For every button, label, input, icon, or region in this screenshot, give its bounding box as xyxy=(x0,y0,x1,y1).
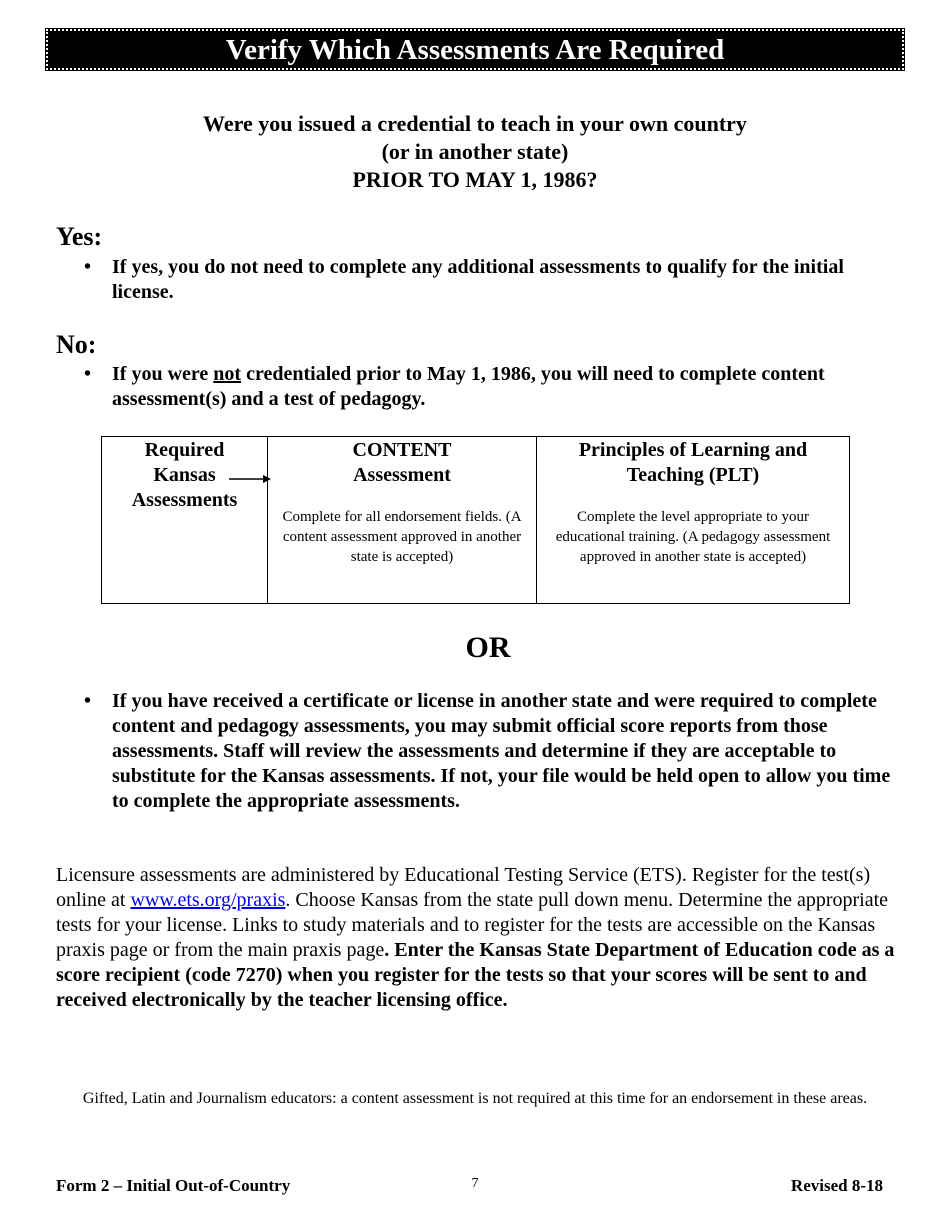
page-number: 7 xyxy=(471,1176,479,1191)
no-bullet-text xyxy=(112,362,892,412)
no-bullet-underlined: not xyxy=(213,363,242,385)
paragraph-bold: . Enter the Kansas State Department of Education code as a score recipient (code 7270) when you register for the tests so that your scores will be sent to and received electronically by the teacher licensing office. xyxy=(56,939,895,1011)
content-description: Complete for all endorsement fields. (A content assessment approved in another state is accepted) xyxy=(282,509,522,565)
required-line-2: Kansas xyxy=(153,464,216,486)
no-bullet-post: credentialed prior to May 1, 1986, you will need to complete content assessment(s) and a test of pedagogy. xyxy=(112,363,825,410)
required-line-3: Assessments xyxy=(131,489,238,511)
endorsement-note: Gifted, Latin and Journalism educators: a content assessment is not required at this time for an endorsement in these areas. xyxy=(82,1090,868,1107)
content-assessment-cell xyxy=(268,437,537,604)
other-state-bullet-text: If you have received a certificate or license in another state and were required to complete content and pedagogy assessments, you may submit official score reports from those assessments. Staff will review the assessments and determine if they are acceptable to substitute for the Kansas assessments. If not, your file would be held open to allow you time to complete the appropriate assessments. xyxy=(112,690,891,812)
paragraph-part-2: . Choose Kansas from the state pull down menu. Determine the appropriate tests for your license. Links to study materials and to register for the tests are accessible on the Kansas praxis page or from the main praxis page xyxy=(56,889,889,961)
assessments-table xyxy=(101,436,850,604)
required-assessments-cell xyxy=(102,437,268,604)
paragraph-part-1: Licensure assessments are administered by Educational Testing Service (ETS). Register for the test(s) online at xyxy=(56,864,871,911)
yes-heading: Yes: xyxy=(56,222,103,251)
question-line-2: (or in another state) xyxy=(381,139,569,164)
required-line-1: Required xyxy=(144,439,225,461)
no-bullet-pre: If you were xyxy=(112,363,214,385)
no-heading: No: xyxy=(56,330,97,359)
content-head-2: Assessment xyxy=(353,464,451,486)
yes-bullet xyxy=(84,255,894,307)
footer-form-name: Form 2 – Initial Out-of-Country xyxy=(56,1176,291,1195)
question-line-3: PRIOR TO MAY 1, 1986? xyxy=(352,167,598,192)
no-bullet xyxy=(84,362,894,414)
banner-title: Verify Which Assessments Are Required xyxy=(225,34,725,66)
yes-bullet-text: If yes, you do not need to complete any additional assessments to qualify for the initial license. xyxy=(112,256,844,303)
right-arrow-icon xyxy=(229,474,271,484)
bullet-dot: • xyxy=(84,690,92,712)
plt-description: Complete the level appropriate to your educational training. (A pedagogy assessment approved in another state is accepted) xyxy=(555,509,831,565)
other-state-bullet xyxy=(84,689,894,817)
plt-head-1: Principles of Learning and xyxy=(578,439,808,461)
bullet-dot: • xyxy=(84,256,92,278)
or-divider: OR xyxy=(465,631,511,664)
bullet-dot: • xyxy=(84,363,92,385)
plt-cell xyxy=(537,437,850,604)
page-banner xyxy=(46,29,904,70)
licensure-paragraph xyxy=(56,863,896,1013)
plt-head-2: Teaching (PLT) xyxy=(626,464,760,486)
praxis-link[interactable]: www.ets.org/praxis xyxy=(130,889,286,911)
question-line-1: Were you issued a credential to teach in your own country xyxy=(203,111,747,136)
content-head-1: CONTENT xyxy=(352,439,452,461)
credential-question xyxy=(0,110,950,194)
footer-revised: Revised 8-18 xyxy=(790,1176,883,1195)
